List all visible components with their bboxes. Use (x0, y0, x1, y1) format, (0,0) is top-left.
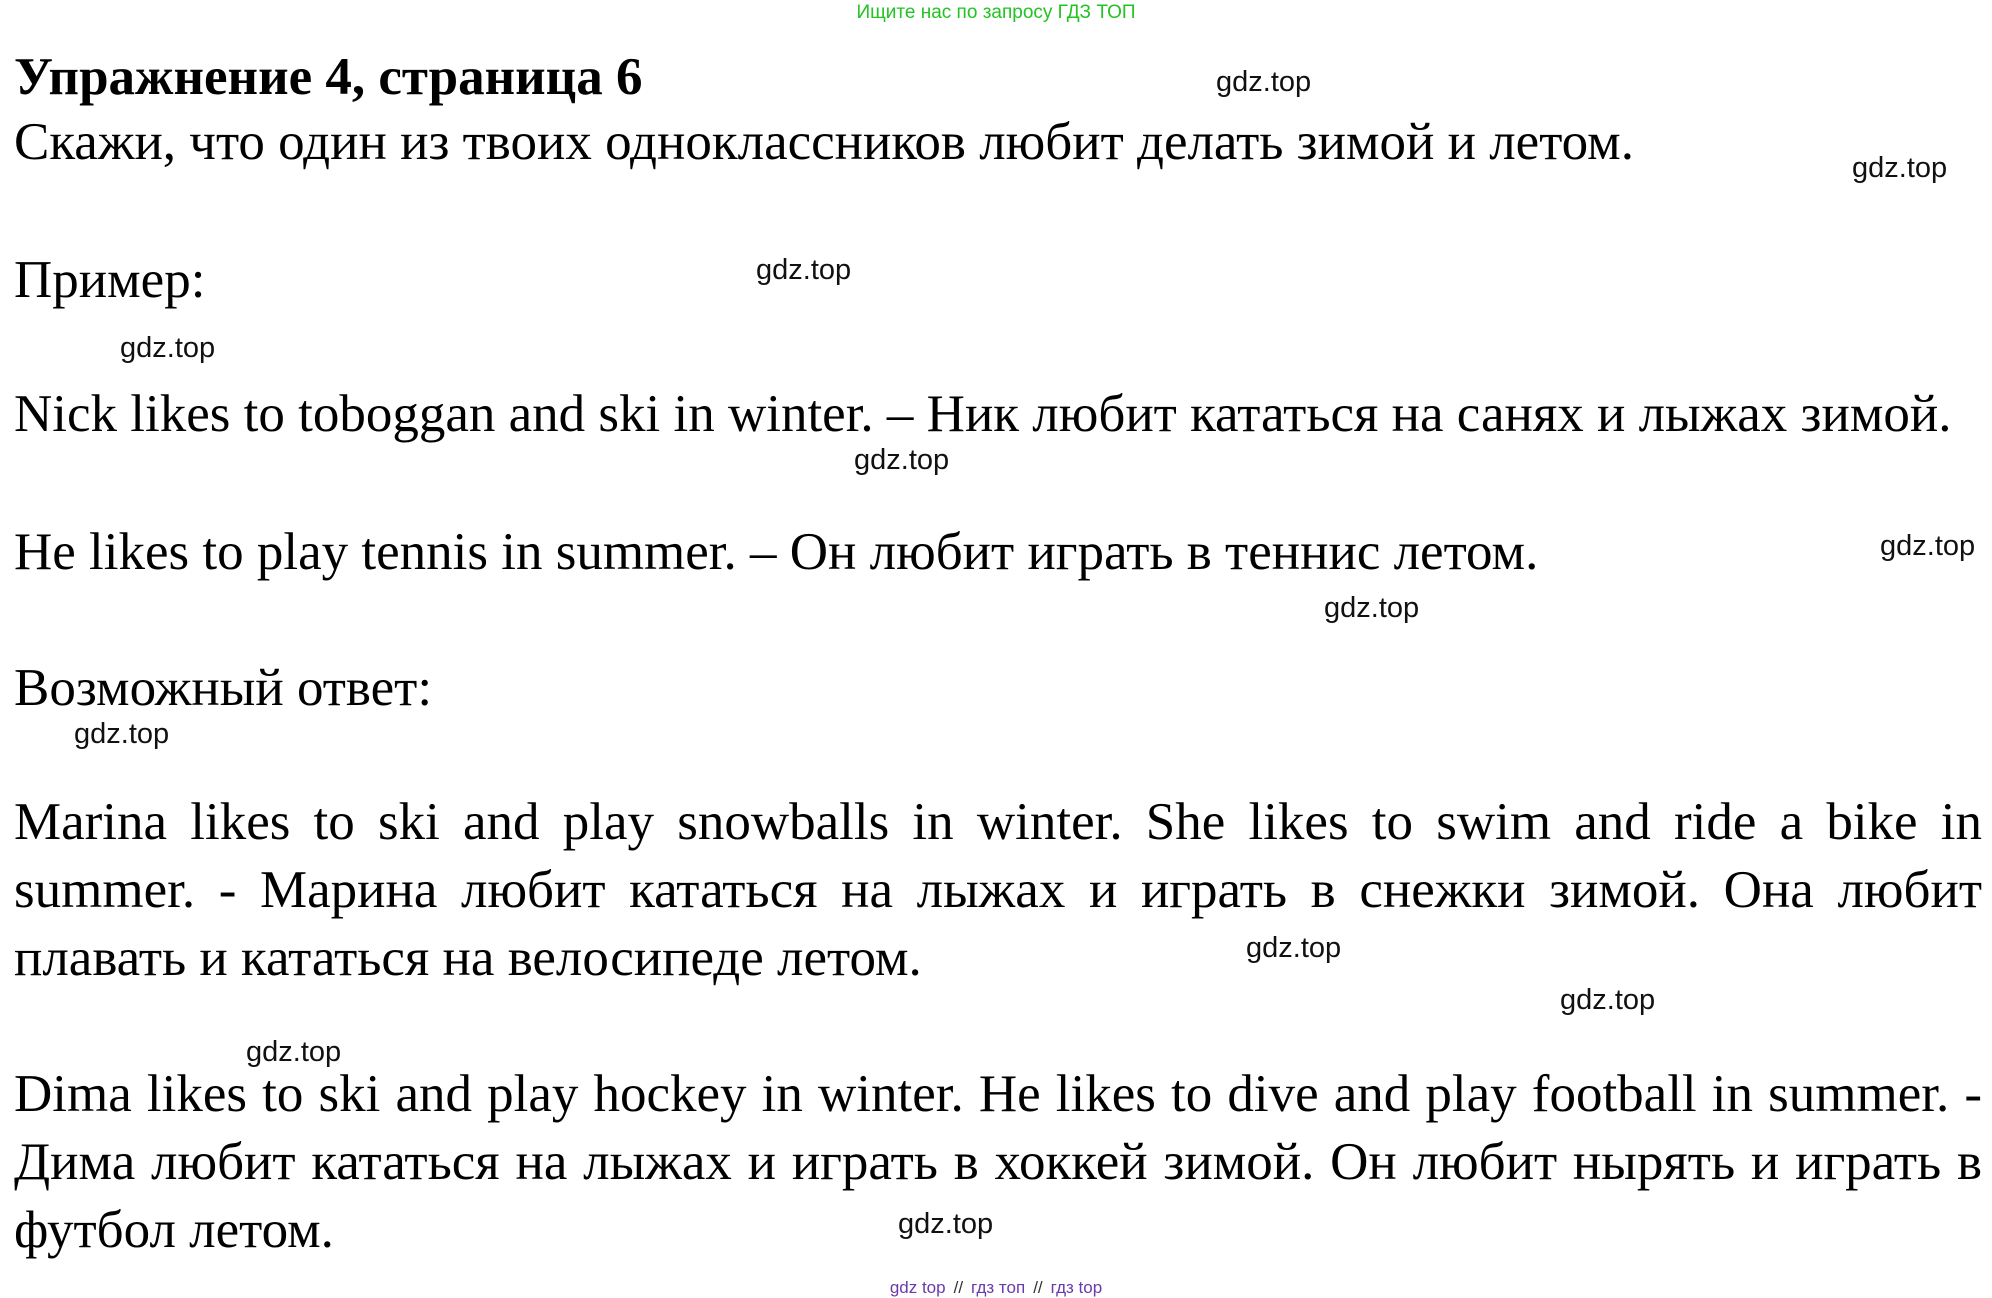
watermark: gdz.top (120, 332, 216, 364)
watermark: gdz.top (1246, 932, 1342, 964)
watermark: gdz.top (1216, 66, 1312, 98)
answer-label: Возможный ответ: (14, 659, 433, 717)
answer-paragraph-1: Marina likes to ski and play snowballs in winter. She likes to swim and ride a bike in summer. - Марина любит кататься на лыжах и играть в снежки зимой. Она любит плавать и кататься на велосипеде летом. (14, 793, 1982, 987)
watermark: gdz.top (898, 1208, 994, 1240)
watermark: gdz.top (1852, 152, 1948, 184)
example-line-1: Nick likes to toboggan and ski in winter. – Ник любит кататься на санях и лыжах зимой. (14, 385, 1952, 443)
bottom-banner-separator: // (953, 1278, 964, 1297)
bottom-banner (0, 1278, 1992, 1298)
task-text: Скажи, что один из твоих одноклассников любит делать зимой и летом. (14, 113, 1634, 171)
watermark: gdz.top (74, 718, 170, 750)
watermark: gdz.top (1880, 530, 1976, 562)
top-banner: Ищите нас по запросу ГДЗ ТОП (856, 2, 1136, 23)
exercise-title: Упражнение 4, страница 6 (14, 48, 643, 106)
watermark: gdz.top (1324, 592, 1420, 624)
watermark: gdz.top (854, 444, 950, 476)
example-line-2: He likes to play tennis in summer. – Он любит играть в теннис летом. (14, 523, 1539, 581)
answer-paragraph-2: Dima likes to ski and play hockey in winter. He likes to dive and play football in summer. - Дима любит кататься на лыжах и играть в хоккей зимой. Он любит нырять и играть в футбол летом. (14, 1065, 1982, 1259)
watermark: gdz.top (756, 254, 852, 286)
bottom-banner-part-2: гдз топ (971, 1278, 1026, 1297)
bottom-banner-separator: // (1033, 1278, 1043, 1297)
example-label: Пример: (14, 251, 206, 309)
bottom-banner-part-3: гдз top (1050, 1278, 1103, 1297)
watermark: gdz.top (246, 1036, 342, 1068)
bottom-banner-part-1: gdz top (889, 1278, 946, 1297)
watermark: gdz.top (1560, 984, 1656, 1016)
